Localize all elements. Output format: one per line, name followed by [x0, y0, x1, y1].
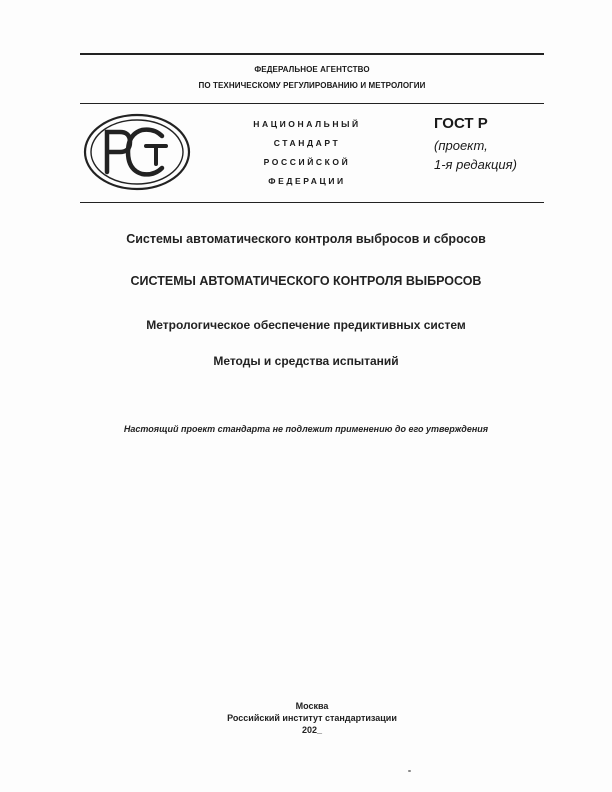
imprint-publisher: Российский институт стандартизации — [227, 713, 397, 723]
header-top-rule — [80, 53, 544, 55]
imprint-footer — [80, 700, 544, 736]
national-standard-line-1: НАЦИОНАЛЬНЫЙ — [253, 119, 361, 129]
document-title-general: Системы автоматического контроля выбросов и сбросов — [126, 232, 486, 246]
agency-line-2: ПО ТЕХНИЧЕСКОМУ РЕГУЛИРОВАНИЮ И МЕТРОЛОГИИ — [198, 81, 426, 90]
scan-speck — [408, 770, 411, 772]
draft-notice: Настоящий проект стандарта не подлежит применению до его утверждения — [123, 424, 489, 434]
draft-status-line-1: (проект, — [434, 138, 488, 153]
agency-header — [80, 62, 544, 94]
header-bottom-rule — [80, 202, 544, 203]
imprint-year: 202_ — [301, 725, 323, 735]
pct-certification-mark-icon — [82, 112, 192, 192]
national-standard-line-3: РОССИЙСКОЙ — [263, 157, 351, 167]
document-title-main: СИСТЕМЫ АВТОМАТИЧЕСКОГО КОНТРОЛЯ ВЫБРОСОВ — [130, 274, 482, 288]
imprint-city: Москва — [295, 701, 329, 711]
document-subtitle-metrology: Метрологическое обеспечение предиктивных систем — [146, 318, 466, 332]
draft-status-line-2: 1-я редакция) — [434, 157, 517, 172]
national-standard-block — [222, 115, 392, 191]
document-subtitle-methods: Методы и средства испытаний — [213, 354, 399, 368]
national-standard-line-2: СТАНДАРТ — [273, 138, 341, 148]
agency-line-1: ФЕДЕРАЛЬНОЕ АГЕНТСТВО — [254, 65, 370, 74]
national-standard-line-4: ФЕДЕРАЦИИ — [268, 176, 346, 186]
header-middle-rule — [80, 103, 544, 104]
gost-designation — [434, 114, 554, 174]
gost-code: ГОСТ Р — [434, 115, 488, 132]
